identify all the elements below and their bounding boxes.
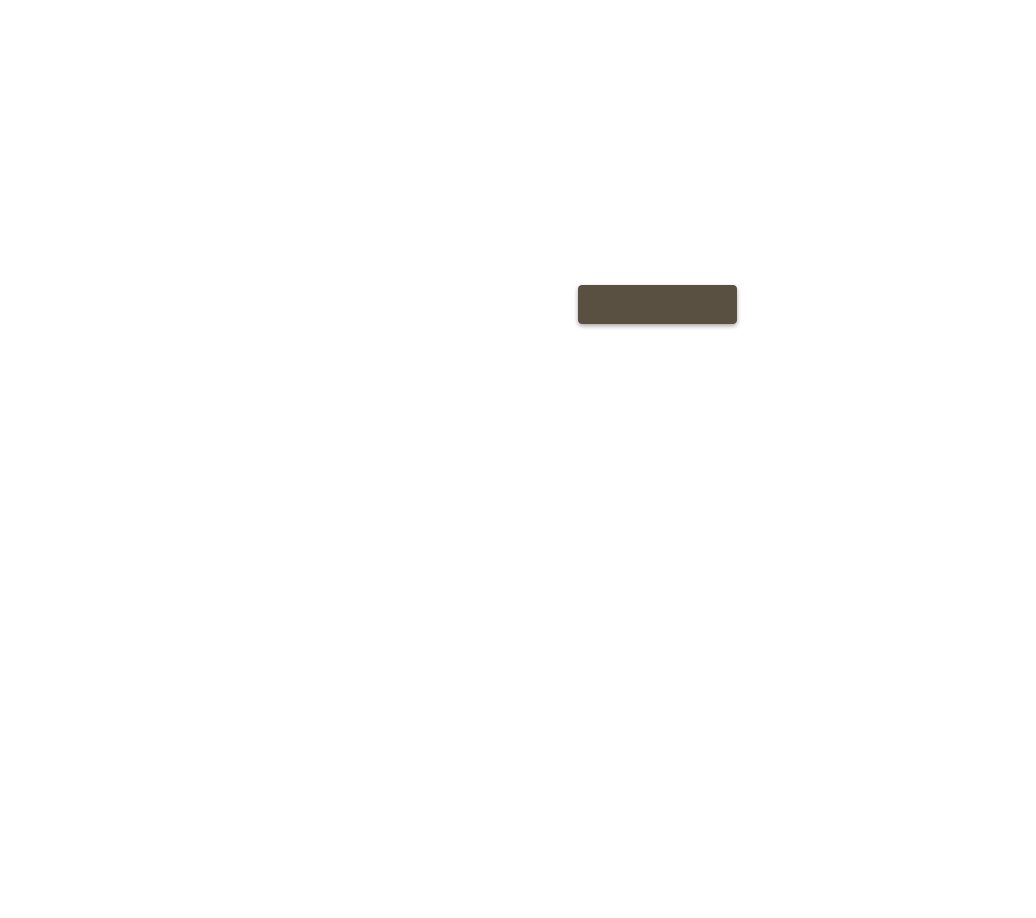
- format-tooltip: [578, 285, 737, 324]
